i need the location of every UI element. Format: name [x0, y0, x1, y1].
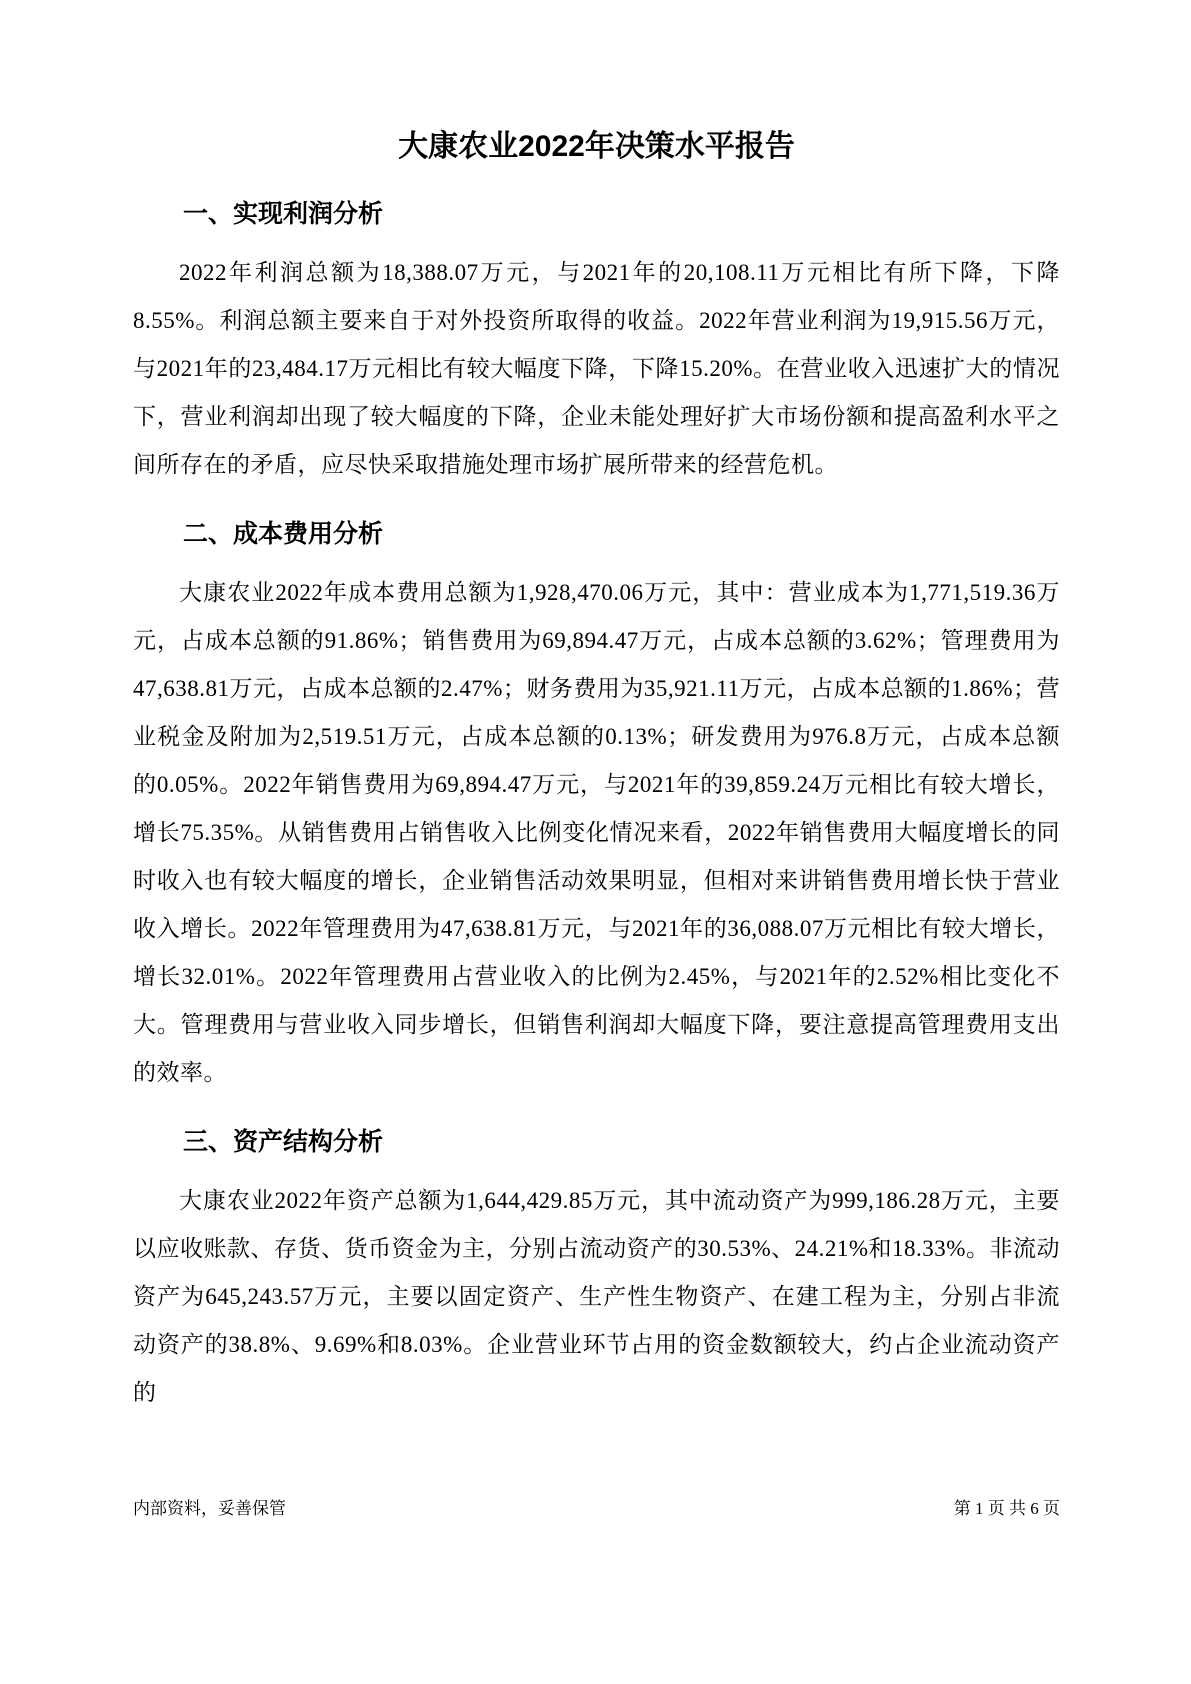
footer-page-number: 第 1 页 共 6 页 [953, 1499, 1060, 1518]
page-footer [133, 1494, 1060, 1519]
page-title: 大康农业2022年决策水平报告 [398, 130, 795, 163]
section-heading-cost-expense-analysis: 二、成本费用分析 [183, 520, 384, 548]
paragraph-cost-expense-analysis: 大康农业2022年成本费用总额为1,928,470.06万元，其中：营业成本为1,771,519.36万元，占成本总额的91.86%；销售费用为69,894.47万元，占成本总额的3.62%；管理费用为47,638.81万元，占成本总额的2.47%；财务费用为35,921.11万元，占成本总额的1.86%；营业税金及附加为2,519.51万元，占成本总额的0.13%；研发费用为976.8万元，占成本总额的0.05%。2022年销售费用为69,894.47万元，与2021年的39,859.24万元相比有较大增长，增长75.35%。从销售费用占销售收入比例变化情况来看，2022年销售费用大幅度增长的同时收入也有较大幅度的增长，企业销售活动效果明显，但相对来讲销售费用增长快于营业收入增长。2022年管理费用为47,638.81万元，与2021年的36,088.07万元相比有较大增长，增长32.01%。2022年管理费用占营业收入的比例为2.45%，与2021年的2.52%相比变化不大。管理费用与营业收入同步增长，但销售利润却大幅度下降，要注意提高管理费用支出的效率。 [133, 580, 1060, 1085]
section-heading-asset-structure-analysis: 三、资产结构分析 [183, 1128, 384, 1156]
section-cost-expense-analysis [133, 515, 1060, 1097]
section-asset-structure-analysis [133, 1123, 1060, 1417]
paragraph-asset-structure-analysis: 大康农业2022年资产总额为1,644,429.85万元，其中流动资产为999,186.28万元，主要以应收账款、存货、货币资金为主，分别占流动资产的30.53%、24.21%和18.33%。非流动资产为645,243.57万元，主要以固定资产、生产性生物资产、在建工程为主，分别占非流动资产的38.8%、9.69%和8.03%。企业营业环节占用的资金数额较大，约占企业流动资产的 [133, 1188, 1060, 1405]
section-profit-analysis [133, 195, 1060, 489]
paragraph-profit-analysis: 2022年利润总额为18,388.07万元，与2021年的20,108.11万元相比有所下降，下降8.55%。利润总额主要来自于对外投资所取得的收益。2022年营业利润为19,915.56万元，与2021年的23,484.17万元相比有较大幅度下降，下降15.20%。在营业收入迅速扩大的情况下，营业利润却出现了较大幅度的下降，企业未能处理好扩大市场份额和提高盈利水平之间所存在的矛盾，应尽快采取措施处理市场扩展所带来的经营危机。 [133, 260, 1060, 477]
section-heading-profit-analysis: 一、实现利润分析 [183, 200, 384, 228]
footer-confidential-note: 内部资料，妥善保管 [133, 1499, 286, 1518]
